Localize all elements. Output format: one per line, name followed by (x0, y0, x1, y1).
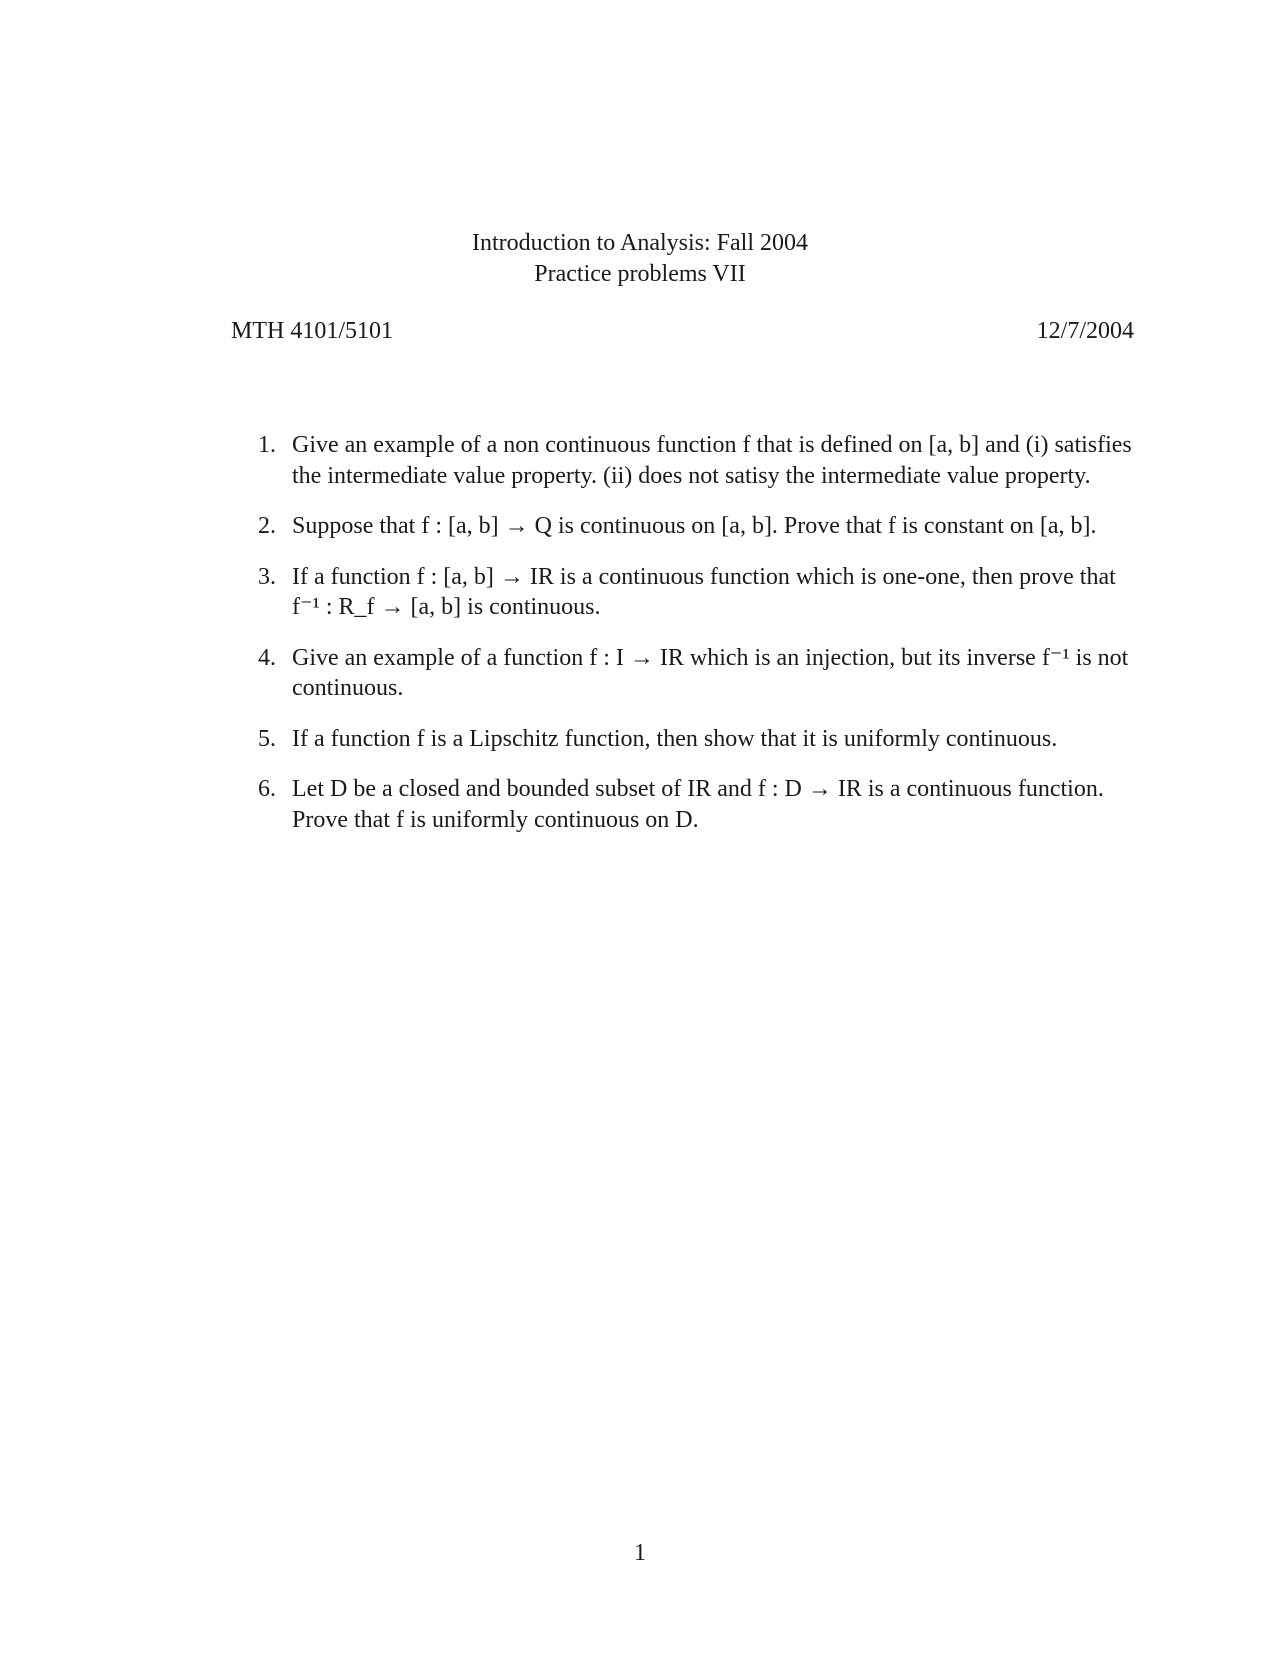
problem-number: 2. (258, 513, 276, 539)
course-code: MTH 4101/5101 (231, 318, 393, 344)
problem-item (258, 511, 1138, 542)
problem-item (258, 724, 1138, 755)
problem-text: Give an example of a function f : I → IR which is an injection, but its inverse f⁻¹ is not continuous. (292, 644, 1129, 701)
problem-item (258, 430, 1138, 491)
problem-text: Let D be a closed and bounded subset of IR and f : D → IR is a continuous function. Prove that f is uniformly continuous on D. (292, 776, 1104, 833)
problem-number: 6. (258, 776, 276, 802)
document-title: Introduction to Analysis: Fall 2004 (472, 230, 808, 256)
problem-text: If a function f : [a, b] → IR is a continuous function which is one-one, then prove that f⁻¹ : R_f → [a, b] is continuous. (292, 563, 1116, 620)
problem-text: Give an example of a non continuous function f that is defined on [a, b] and (i) satisfies the intermediate value property. (ii) does not satisy the intermediate value property. (292, 432, 1132, 489)
title-block (0, 228, 1280, 290)
page-number: 1 (634, 1540, 646, 1566)
problem-item (258, 774, 1138, 835)
problem-text: Suppose that f : [a, b] → Q is continuous on [a, b]. Prove that f is constant on [a, b]. (292, 513, 1097, 539)
problem-number: 3. (258, 563, 276, 590)
problem-number: 5. (258, 725, 276, 752)
problem-number: 4. (258, 644, 276, 671)
document-date: 12/7/2004 (1036, 318, 1134, 344)
document-subtitle: Practice problems VII (534, 261, 746, 287)
problem-item (258, 643, 1138, 704)
problem-number: 1. (258, 432, 276, 458)
problem-text: If a function f is a Lipschitz function, then show that it is uniformly continuous. (292, 725, 1058, 752)
problem-list (258, 430, 1138, 855)
problem-item (258, 562, 1138, 623)
